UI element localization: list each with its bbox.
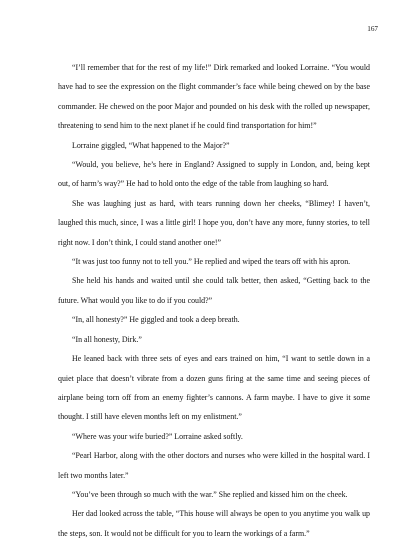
paragraph: “Pearl Harbor, along with the other doctors and nurses who were killed in the hospital ward. I left two months later.” — [58, 451, 370, 480]
paragraph: “You’ve been through so much with the war.” She replied and kissed him on the cheek. — [72, 489, 348, 499]
paragraph: “It was just too funny not to tell you.” He replied and wiped the tears off with his apron. — [72, 257, 351, 267]
paragraph: Lorraine giggled, “What happened to the Major?” — [72, 140, 230, 150]
paragraph: She held his hands and waited until she could talk better, then asked, “Getting back to the future. What would you like to do if you could?” — [58, 276, 370, 305]
paragraph: “In all honesty, Dirk.” — [72, 334, 142, 344]
paragraph: “Would, you believe, he’s here in England? Assigned to supply in London, and, being kept out, of harm’s way?” He had to hold onto the edge of the table from laughing so hard. — [58, 160, 370, 189]
paragraph: Her dad looked across the table, “This house will always be open to you anytime you walk up the steps, son. It would not be difficult for you to learn the workings of a farm.” — [58, 509, 370, 538]
body-text — [58, 58, 370, 543]
paragraph: He leaned back with three sets of eyes and ears trained on him, “I want to settle down in a quiet place that doesn’t vibrate from a dozen guns firing at the same time and seeing pieces of airplane being torn off from an enemy fighter’s cannons. A farm maybe. I have to give it some thought. I still have eleven months left on my enlistment.” — [58, 354, 370, 422]
paragraph: “Where was your wife buried?” Lorraine asked softly. — [72, 431, 243, 441]
page-number: 167 — [367, 25, 378, 33]
paragraph: “In, all honesty?” He giggled and took a deep breath. — [72, 315, 240, 325]
paragraph: “I’ll remember that for the rest of my life!” Dirk remarked and looked Lorraine. “You would have had to see the expression on the flight commander’s face while being chewed on by the base commander. He chewed on the poor Major and pounded on his desk with the rolled up newspaper, threatening to send him to the next planet if he could find transportation for him!” — [58, 63, 370, 131]
paragraph: She was laughing just as hard, with tears running down her cheeks, “Blimey! I haven’t, laughed this much, since, I was a little girl! I hope you, don’t have any more, funny stories, to tell right now. I don’t think, I could stand another one!” — [58, 198, 370, 247]
